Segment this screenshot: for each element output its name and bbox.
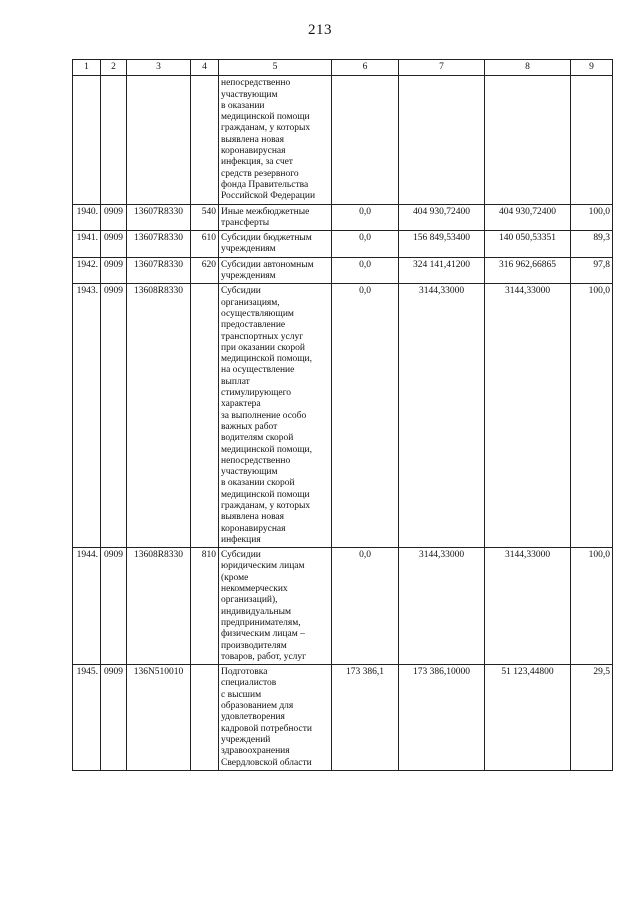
table-row [73,257,613,284]
approved-amount: 3144,33000 [399,284,485,548]
approved-amount: 156 849,53400 [399,231,485,258]
expense-type-code: 810 [191,548,219,665]
expense-type-code: 610 [191,231,219,258]
planned-amount: 0,0 [332,548,399,665]
table-row [73,204,613,231]
planned-amount: 0,0 [332,284,399,548]
planned-amount: 0,0 [332,231,399,258]
planned-amount: 0,0 [332,257,399,284]
section-code: 0909 [101,204,127,231]
executed-amount: 404 930,72400 [485,204,571,231]
column-header-6: 6 [332,60,399,76]
column-header-8: 8 [485,60,571,76]
planned-amount [332,76,399,204]
item-name: Субсидии бюджетным учреждениям [219,231,332,258]
table-row [73,665,613,771]
section-code: 0909 [101,548,127,665]
executed-amount [485,76,571,204]
target-code: 136N510010 [127,665,191,771]
expense-type-code: 540 [191,204,219,231]
section-code: 0909 [101,284,127,548]
item-name: Субсидии юридическим лицам (кроме некоммерческих организаций), индивидуальным предпринимателям, физическим лицам – производителям товаров, работ, услуг [219,548,332,665]
planned-amount: 173 386,1 [332,665,399,771]
column-header-7: 7 [399,60,485,76]
execution-percent: 29,5 [571,665,613,771]
row-number: 1945. [73,665,101,771]
execution-percent: 100,0 [571,204,613,231]
target-code: 13607R8330 [127,257,191,284]
section-code: 0909 [101,257,127,284]
item-name: Субсидии организациям, осуществляющим предоставление транспортных услуг при оказании скорой медицинской помощи, на осуществление выплат стимулирующего характера за выполнение особо важных работ водителям скорой медицинской помощи, непосредственно участвующим в оказании скорой медицинской помощи гражданам, у которых выявлена новая коронавирусная инфекция [219,284,332,548]
column-header-4: 4 [191,60,219,76]
target-code: 13607R8330 [127,231,191,258]
executed-amount: 140 050,53351 [485,231,571,258]
expense-type-code [191,284,219,548]
approved-amount: 404 930,72400 [399,204,485,231]
approved-amount [399,76,485,204]
table-row [73,231,613,258]
column-header-1: 1 [73,60,101,76]
table-row [73,76,613,204]
execution-percent: 100,0 [571,284,613,548]
expense-type-code: 620 [191,257,219,284]
section-code: 0909 [101,231,127,258]
target-code [127,76,191,204]
page-number: 213 [308,22,332,38]
approved-amount: 3144,33000 [399,548,485,665]
row-number: 1944. [73,548,101,665]
target-code: 13607R8330 [127,204,191,231]
execution-percent: 100,0 [571,548,613,665]
table-row [73,548,613,665]
target-code: 13608R8330 [127,548,191,665]
execution-percent: 89,3 [571,231,613,258]
section-code [101,76,127,204]
item-name: Субсидии автономным учреждениям [219,257,332,284]
target-code: 13608R8330 [127,284,191,548]
executed-amount: 3144,33000 [485,284,571,548]
header-row [73,60,613,76]
executed-amount: 51 123,44800 [485,665,571,771]
column-header-5: 5 [219,60,332,76]
row-number: 1942. [73,257,101,284]
executed-amount: 316 962,66865 [485,257,571,284]
expense-type-code [191,76,219,204]
executed-amount: 3144,33000 [485,548,571,665]
item-name: Иные межбюджетные трансферты [219,204,332,231]
table-row [73,284,613,548]
column-header-3: 3 [127,60,191,76]
planned-amount: 0,0 [332,204,399,231]
section-code: 0909 [101,665,127,771]
approved-amount: 324 141,41200 [399,257,485,284]
approved-amount: 173 386,10000 [399,665,485,771]
row-number: 1943. [73,284,101,548]
budget-table [72,59,613,771]
column-header-9: 9 [571,60,613,76]
row-number: 1940. [73,204,101,231]
row-number: 1941. [73,231,101,258]
item-name: Подготовка специалистов с высшим образованием для удовлетворения кадровой потребности учреждений здравоохранения Свердловской области [219,665,332,771]
row-number [73,76,101,204]
expense-type-code [191,665,219,771]
item-name: непосредственно участвующим в оказании медицинской помощи гражданам, у которых выявлена новая коронавирусная инфекция, за счет средств резервного фонда Правительства Российской Федерации [219,76,332,204]
execution-percent [571,76,613,204]
execution-percent: 97,8 [571,257,613,284]
column-header-2: 2 [101,60,127,76]
